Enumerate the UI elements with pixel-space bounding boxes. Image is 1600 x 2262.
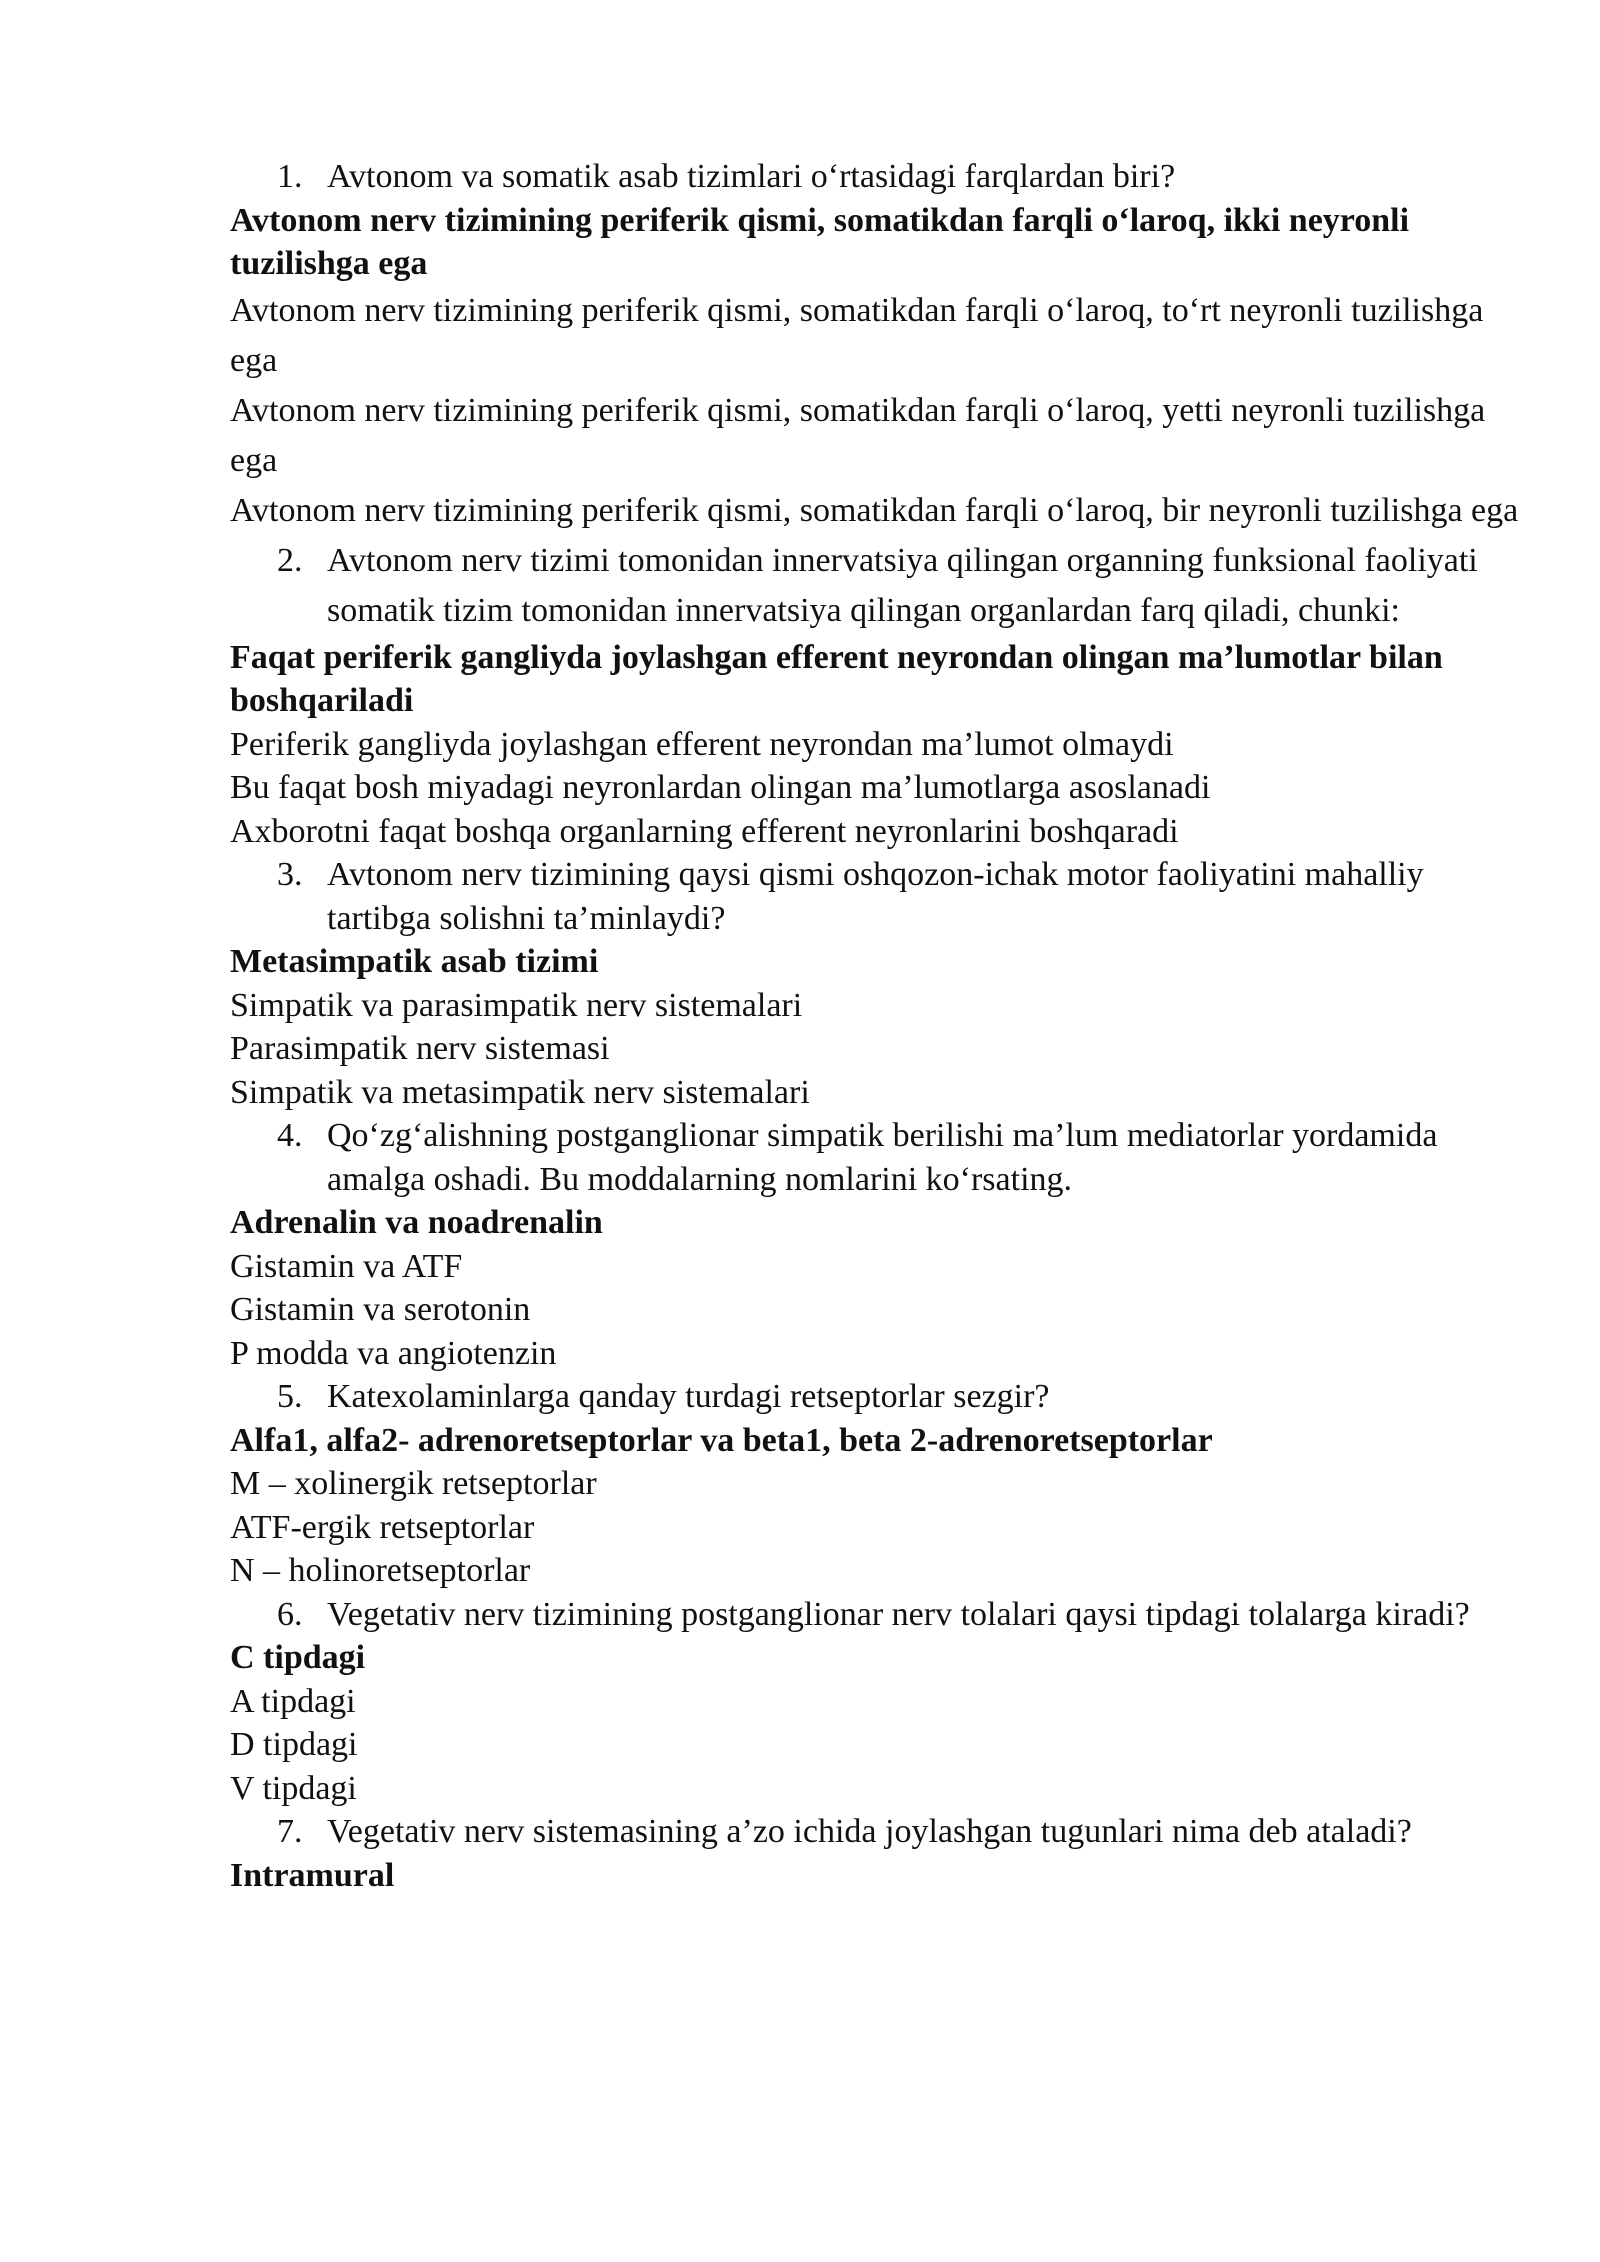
answer-option: M – xolinergik retseptorlar — [230, 1465, 597, 1502]
answer-option: Parasimpatik nerv sistemasi — [230, 1030, 610, 1067]
question-number: 5. — [277, 1378, 303, 1415]
question-6 — [230, 1593, 1520, 1637]
answer-option: Gistamin va ATF — [230, 1247, 463, 1285]
answer-option: Axborotni faqat boshqa organlarning efferent neyronlarini boshqaradi — [230, 812, 1179, 850]
correct-answer: Faqat periferik gangliyda joylashgan efferent neyrondan olingan ma’lumotlar bilan boshqariladi — [230, 638, 1443, 719]
answer-option: N – holinoretseptorlar — [230, 1552, 531, 1589]
answer-option: Bu faqat bosh miyadagi neyronlardan olingan ma’lumotlarga asoslanadi — [230, 769, 1211, 806]
correct-answer: Alfa1, alfa2- adrenoretseptorlar va beta1, beta 2-adrenoretseptorlar — [230, 1421, 1213, 1459]
question-text: Avtonom nerv tizimining qaysi qismi oshqozon-ichak motor faoliyatini mahalliy tartibga solishni ta’minlaydi? — [327, 856, 1424, 937]
question-3 — [230, 853, 1520, 940]
question-text: Vegetativ nerv sistemasining a’zo ichida joylashgan tugunlari nima deb ataladi? — [327, 1813, 1412, 1850]
question-number: 2. — [277, 541, 303, 579]
answer-option: ATF-ergik retseptorlar — [230, 1508, 535, 1546]
correct-answer: Avtonom nerv tizimining periferik qismi, somatikdan farqli o‘laroq, ikki neyronli tuzilishga ega — [230, 201, 1410, 282]
correct-answer: Intramural — [230, 1856, 395, 1894]
answer-option: Periferik gangliyda joylashgan efferent neyrondan ma’lumot olmaydi — [230, 725, 1174, 763]
question-text: Vegetativ nerv tizimining postganglionar nerv tolalari qaysi tipdagi tolalarga kiradi? — [327, 1595, 1470, 1633]
question-number: 3. — [277, 856, 303, 893]
question-4 — [230, 1114, 1520, 1201]
answer-option: Simpatik va metasimpatik nerv sistemalari — [230, 1073, 810, 1111]
answer-option: Simpatik va parasimpatik nerv sistemalari — [230, 986, 803, 1024]
answer-option: Avtonom nerv tizimining periferik qismi, somatikdan farqli o‘laroq, bir neyronli tuzilishga ega — [230, 491, 1519, 529]
correct-answer: Metasimpatik asab tizimi — [230, 943, 599, 980]
question-5 — [230, 1375, 1520, 1419]
answer-option: V tipdagi — [230, 1769, 357, 1807]
question-text: Qo‘zg‘alishning postganglionar simpatik berilishi ma’lum mediatorlar yordamida amalga oshadi. Bu moddalarning nomlarini ko‘rsating. — [327, 1117, 1438, 1198]
question-1 — [230, 155, 1520, 199]
answer-option: D tipdagi — [230, 1726, 358, 1763]
answer-option: Avtonom nerv tizimining periferik qismi, somatikdan farqli o‘laroq, to‘rt neyronli tuzilishga ega — [230, 291, 1484, 379]
question-2 — [230, 536, 1520, 636]
question-number: 7. — [277, 1813, 303, 1850]
answer-option: Gistamin va serotonin — [230, 1291, 531, 1328]
question-number: 1. — [277, 158, 303, 195]
answer-option: Avtonom nerv tizimining periferik qismi, somatikdan farqli o‘laroq, yetti neyronli tuzilishga ega — [230, 391, 1486, 479]
question-number: 6. — [277, 1595, 303, 1633]
question-number: 4. — [277, 1117, 303, 1154]
question-text: Avtonom va somatik asab tizimlari o‘rtasidagi farqlardan biri? — [327, 158, 1176, 195]
question-7 — [230, 1810, 1520, 1854]
answer-option: A tipdagi — [230, 1682, 356, 1720]
document-body — [230, 155, 1520, 1897]
question-text: Avtonom nerv tizimi tomonidan innervatsiya qilingan organning funksional faoliyati somatik tizim tomonidan innervatsiya qilingan organlardan farq qiladi, chunki: — [327, 541, 1478, 629]
answer-option: P modda va angiotenzin — [230, 1334, 557, 1372]
correct-answer: Adrenalin va noadrenalin — [230, 1204, 603, 1241]
correct-answer: C tipdagi — [230, 1639, 366, 1676]
question-text: Katexolaminlarga qanday turdagi retseptorlar sezgir? — [327, 1378, 1050, 1415]
